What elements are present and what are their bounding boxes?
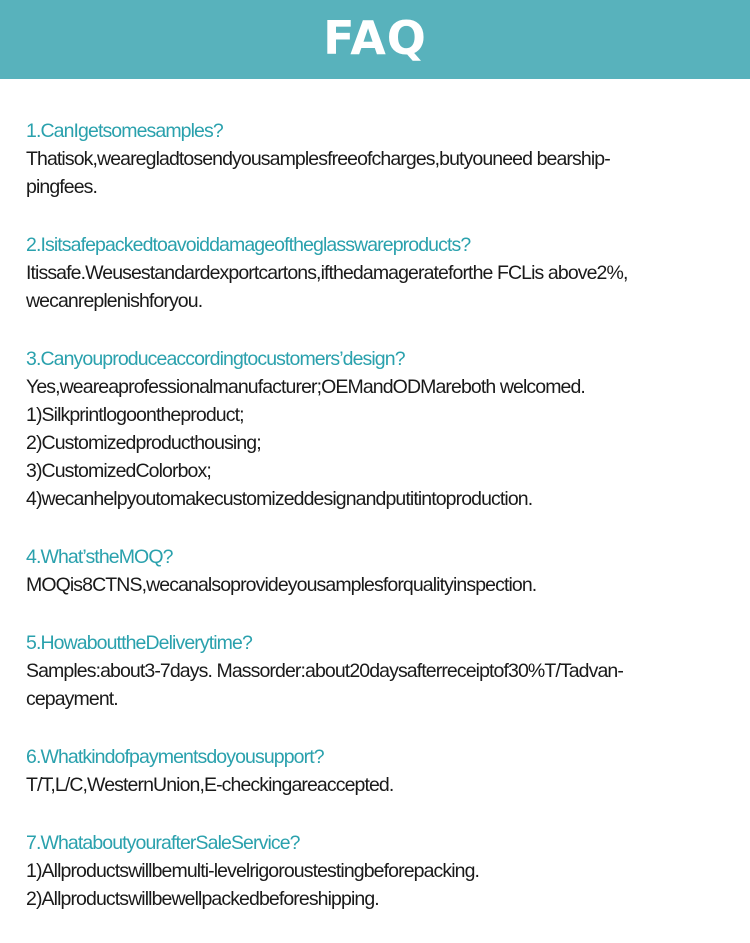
faq-answer: [26, 373, 726, 513]
faq-answer-line: 2)Customizedproducthousing;: [26, 432, 261, 454]
faq-answer-line: 1)Allproductswillbemulti-levelrigoroustestingbeforepacking.: [26, 860, 480, 882]
faq-answer-line: T/T,L/C,WesternUnion,E-checkingareaccepted.: [26, 774, 394, 796]
faq-question: 4.What’stheMOQ?: [26, 546, 173, 568]
faq-question: 2.Isitsafepackedtoavoiddamageoftheglasswareproducts?: [26, 234, 471, 256]
faq-answer: [26, 657, 726, 713]
faq-answer-line: Itissafe.Weusestandardexportcartons,ifthedamagerateforthe FCLis above2%,: [26, 262, 628, 284]
faq-answer-line: 3)CustomizedColorbox;: [26, 460, 211, 482]
faq-answer: [26, 771, 726, 799]
faq-item: [26, 743, 726, 799]
faq-answer: [26, 857, 726, 913]
faq-answer-line: 2)Allproductswillbewellpackedbeforeshipping.: [26, 888, 379, 910]
faq-answer: [26, 145, 726, 201]
faq-item: [26, 629, 726, 713]
faq-answer-line: cepayment.: [26, 688, 118, 710]
faq-answer-line: Yes,weareaprofessionalmanufacturer;OEMandODMareboth welcomed.: [26, 376, 585, 398]
faq-answer: [26, 571, 726, 599]
faq-answer-line: 1)Silkprintlogoontheproduct;: [26, 404, 244, 426]
faq-answer-line: wecanreplenishforyou.: [26, 290, 203, 312]
faq-item: [26, 231, 726, 315]
faq-answer-line: Samples:about3-7days. Massorder:about20daysafterreceiptof30%T/Tadvan-: [26, 660, 623, 682]
faq-question: 6.Whatkindofpaymentsdoyousupport?: [26, 746, 324, 768]
faq-header-banner: [0, 0, 750, 79]
faq-question: 7.WhataboutyourafterSaleService?: [26, 832, 300, 854]
faq-answer-line: pingfees.: [26, 176, 98, 198]
faq-list: [26, 117, 726, 943]
faq-item: [26, 543, 726, 599]
page-title: FAQ: [323, 10, 427, 65]
faq-item: [26, 117, 726, 201]
faq-question: 5.HowabouttheDeliverytime?: [26, 632, 252, 654]
faq-item: [26, 829, 726, 913]
faq-question: 3.Canyouproduceaccordingtocustomers’design?: [26, 348, 405, 370]
faq-question: 1.CanIgetsomesamples?: [26, 120, 223, 142]
faq-answer: [26, 259, 726, 315]
faq-item: [26, 345, 726, 513]
faq-answer-line: Thatisok,wearegladtosendyousamplesfreeofcharges,butyouneed bearship-: [26, 148, 610, 170]
faq-answer-line: 4)wecanhelpyoutomakecustomizeddesignandputitintoproduction.: [26, 488, 533, 510]
faq-answer-line: MOQis8CTNS,wecanalsoprovideyousamplesforqualityinspection.: [26, 574, 537, 596]
